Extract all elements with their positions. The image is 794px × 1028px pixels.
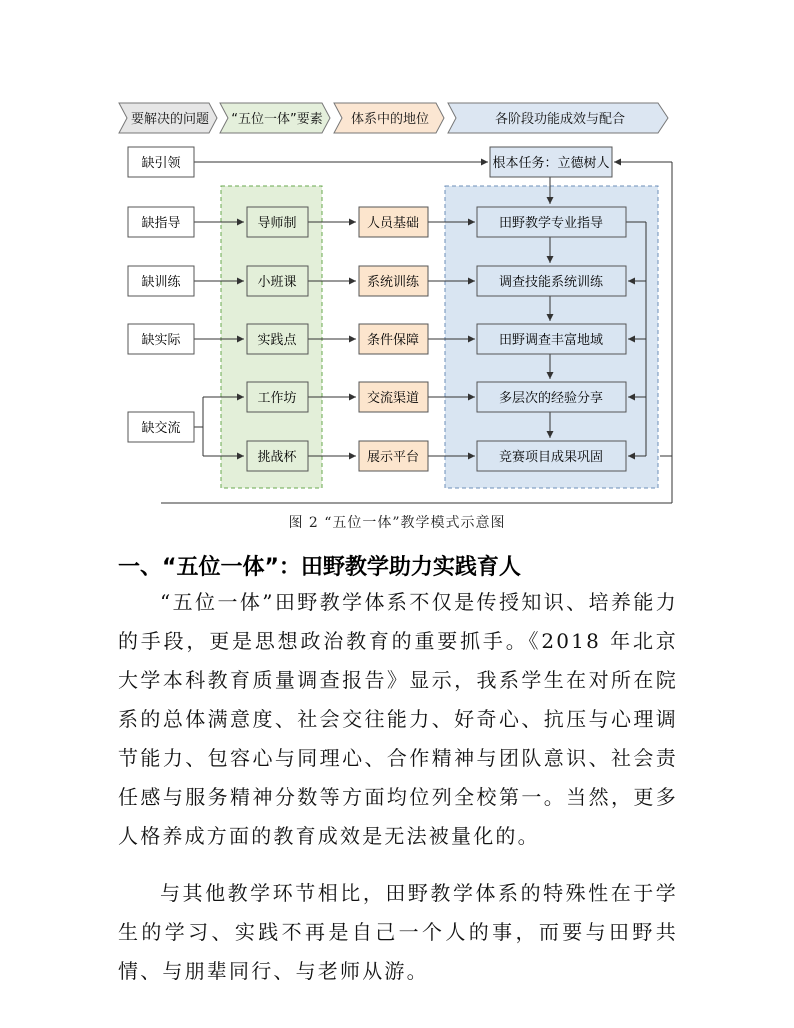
problem-label: 缺交流	[141, 421, 181, 436]
section-heading: 一、“五位一体”：田野教学助力实践育人	[118, 555, 521, 580]
root-task-label: 根本任务：立德树人	[492, 156, 610, 171]
body-paragraph: 与其他教学环节相比，田野教学体系的特殊性在于学生的学习、实践不再是自己一个人的事，而要与田野共情、与朋辈同行、与老师从游。	[118, 881, 678, 983]
element-label: 小班课	[257, 275, 297, 290]
teaching-model-diagram	[0, 0, 794, 510]
stage-label: 多层次的经验分享	[498, 391, 604, 406]
position-label: 交流渠道	[366, 391, 420, 406]
header-label: 要解决的问题	[130, 112, 210, 127]
position-label: 条件保障	[366, 333, 420, 348]
header-row	[119, 103, 668, 133]
stage-label: 田野教学专业指导	[498, 216, 604, 231]
stage-label: 竞赛项目成果巩固	[498, 450, 604, 465]
header-label: 各阶段功能成效与配合	[494, 112, 626, 127]
problem-label: 缺引领	[141, 156, 181, 171]
position-boxes	[359, 207, 428, 471]
problem-label: 缺指导	[141, 216, 181, 231]
header-label: “五位一体”要素	[231, 112, 323, 127]
header-label: 体系中的地位	[350, 112, 430, 127]
stage-label: 调查技能系统训练	[498, 275, 604, 290]
problem-boxes	[128, 147, 194, 442]
element-label: 挑战杯	[257, 450, 297, 465]
problem-label: 缺训练	[141, 275, 181, 290]
element-label: 工作坊	[257, 391, 297, 406]
stage-label: 田野调查丰富地域	[498, 333, 604, 348]
element-label: 导师制	[257, 216, 297, 231]
problem-label: 缺实际	[141, 333, 181, 348]
element-label: 实践点	[257, 333, 297, 348]
position-label: 人员基础	[366, 216, 420, 231]
position-label: 展示平台	[366, 450, 420, 465]
figure-caption: 图 2 “五位一体”教学模式示意图	[288, 515, 506, 531]
position-label: 系统训练	[366, 275, 420, 290]
body-paragraph: “五位一体”田野教学体系不仅是传授知识、培养能力的手段，更是思想政治教育的重要抓手。《2018 年北京大学本科教育质量调查报告》显示，我系学生在对所在院系的总体满意度、社会交往能力、好奇心、抗压与心理调节能力、包容心与同理心、合作精神与团队意识、社会责任感与服务精神分数等方面均位列全校第一。当然，更多人格养成方面的教育成效是无法被量化的。	[118, 590, 678, 848]
